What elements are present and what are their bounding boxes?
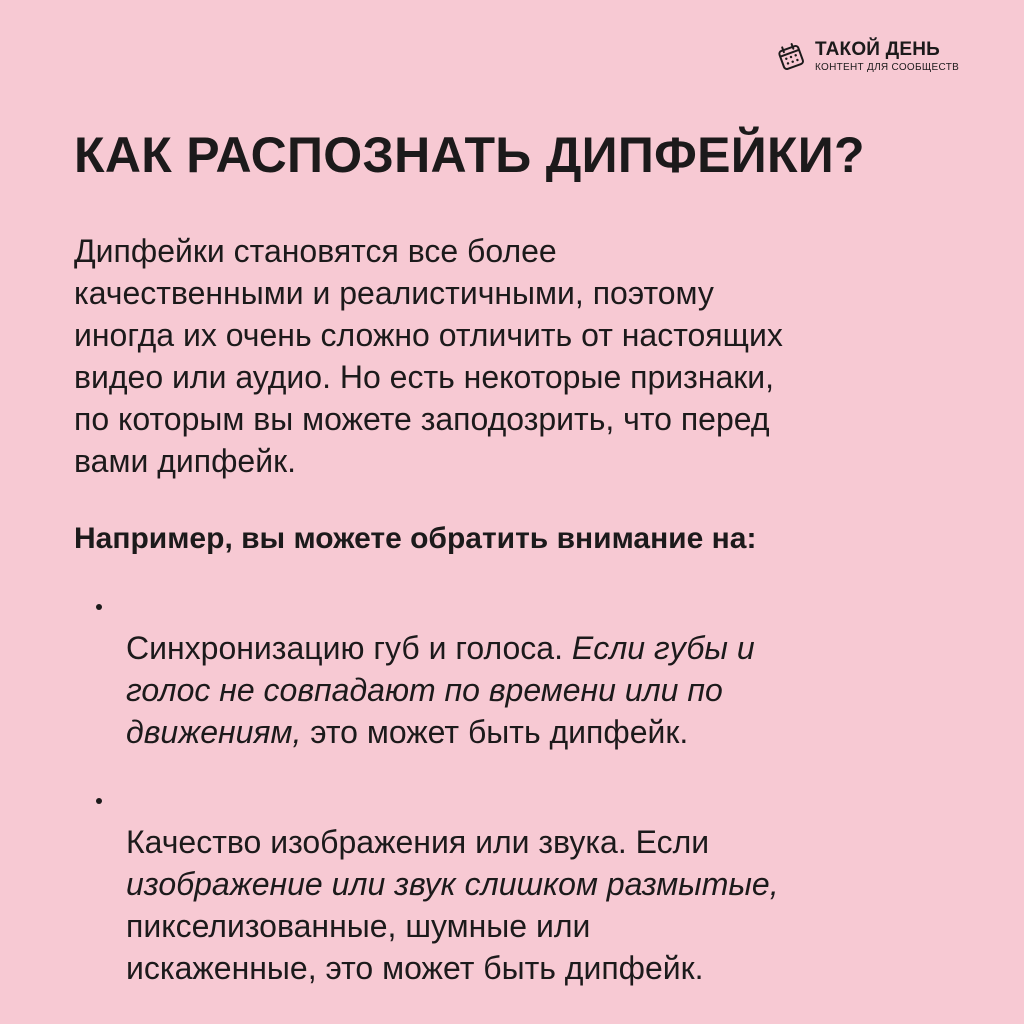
sign-list (74, 585, 954, 989)
bullet-dot (96, 604, 102, 610)
brand-name: ТАКОЙ ДЕНЬ (815, 39, 941, 60)
calendar-icon (775, 41, 807, 73)
list-lead: Например, вы можете обратить внимание на: (74, 522, 757, 555)
intro-paragraph: Дипфейки становятся все более качественными и реалистичными, поэтому иногда их очень сложно отличить от настоящих видео или аудио. Но есть некоторые признаки, по которым вы можете заподозрить, что перед вами дипфейк. (74, 233, 783, 479)
bullet-italic-text: изображение или звук слишком размытые, (126, 866, 779, 902)
bullet-italic-text: Если губы и голос не совпадают по времени или по движениям, (126, 630, 755, 750)
bullet-text-end: пикселизованные, шумные или искаженные, это может быть дипфейк. (126, 908, 704, 986)
brand-tagline: КОНТЕНТ ДЛЯ СООБЩЕСТВ (815, 62, 960, 73)
list-item (74, 585, 954, 753)
bullet-text: Синхронизацию губ и голоса. (126, 630, 572, 666)
page-title: КАК РАСПОЗНАТЬ ДИПФЕЙКИ? (74, 127, 865, 183)
brand-logo (775, 40, 959, 73)
bullet-text: Качество изображения или звука. Если (126, 824, 710, 860)
list-item (74, 779, 954, 989)
bullet-text-end: это может быть дипфейк. (301, 714, 689, 750)
brand-text (815, 40, 959, 73)
bullet-dot (96, 798, 102, 804)
